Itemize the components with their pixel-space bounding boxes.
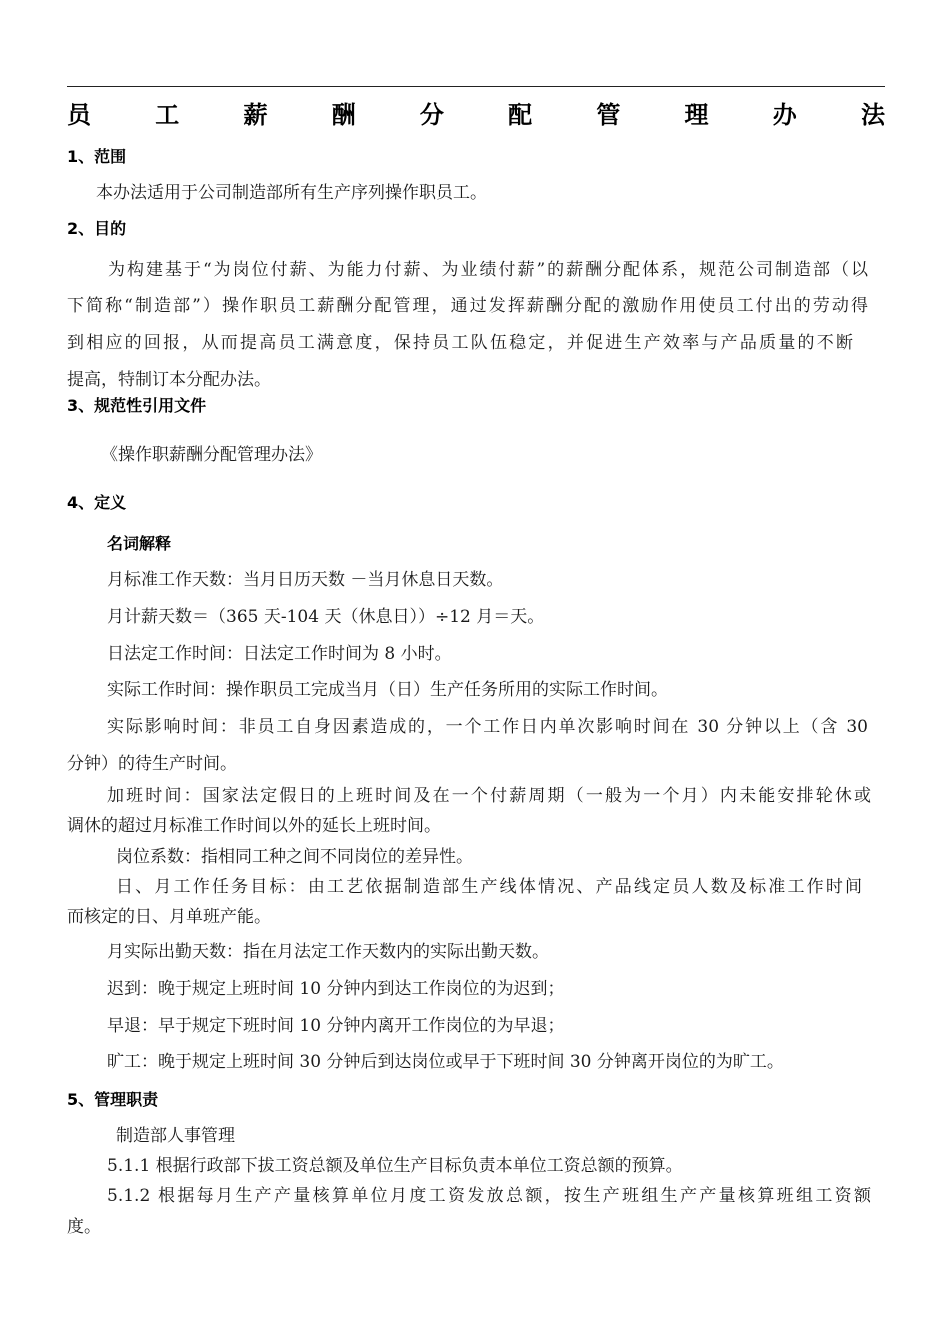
clause-5-1-2-line-2: 度。	[67, 1217, 101, 1237]
section-3-heading: 3、规范性引用文件	[67, 396, 207, 415]
definition-8-line-2: 而核定的日、月单班产能。	[67, 907, 271, 927]
title-char: 分	[419, 100, 444, 129]
definition-7: 岗位系数：指相同工种之间不同岗位的差异性。	[116, 847, 473, 867]
title-top-rule	[67, 86, 885, 87]
section-2-line-2: 下简称“制造部”）操作职员工薪酬分配管理，通过发挥薪酬分配的激励作用使员工付出的劳动得	[67, 296, 868, 316]
title-char: 理	[684, 100, 709, 129]
definition-8-line-1: 日、月工作任务目标：由工艺依据制造部生产线体情况、产品线定员人数及标准工作时间	[116, 877, 862, 897]
section-4-heading: 4、定义	[67, 493, 127, 512]
title-char: 办	[772, 100, 797, 129]
section-4-subheading: 名词解释	[107, 534, 172, 553]
definition-6-line-2: 调休的超过月标准工作时间以外的延长上班时间。	[67, 816, 441, 836]
definition-4: 实际工作时间：操作职员工完成当月（日）生产任务所用的实际工作时间。	[107, 680, 668, 700]
definition-6-line-1: 加班时间：国家法定假日的上班时间及在一个付薪周期（一般为一个月）内未能安排轮休或	[107, 786, 871, 806]
section-2-line-3: 到相应的回报，从而提高员工满意度，保持员工队伍稳定，并促进生产效率与产品质量的不断	[67, 333, 853, 353]
definition-10: 迟到：晚于规定上班时间 10 分钟内到达工作岗位的为迟到；	[107, 979, 565, 999]
section-1-heading: 1、范围	[67, 147, 127, 166]
definition-11: 早退：早于规定下班时间 10 分钟内离开工作岗位的为早退；	[107, 1016, 565, 1036]
definition-12: 旷工：晚于规定上班时间 30 分钟后到达岗位或早于下班时间 30 分钟离开岗位的为旷工。	[107, 1052, 784, 1072]
definition-2: 月计薪天数＝（365 天-104 天（休息日））÷12 月＝天。	[107, 607, 545, 627]
definition-9: 月实际出勤天数：指在月法定工作天数内的实际出勤天数。	[107, 942, 549, 962]
title-char: 管	[596, 100, 621, 129]
clause-5-1-1: 5.1.1 根据行政部下拔工资总额及单位生产目标负责本单位工资总额的预算。	[107, 1156, 683, 1176]
section-5-heading: 5、管理职责	[67, 1090, 159, 1109]
title-char: 员	[67, 100, 91, 129]
section-2-heading: 2、目的	[67, 219, 127, 238]
definition-1: 月标准工作天数：当月日历天数 －当月休息日天数。	[107, 570, 504, 590]
title-char: 配	[508, 100, 533, 129]
definition-5-line-2: 分钟）的待生产时间。	[67, 754, 237, 774]
section-2-line-1: 为构建基于“为岗位付薪、为能力付薪、为业绩付薪”的薪酬分配体系，规范公司制造部（以	[108, 260, 868, 280]
title-char: 薪	[243, 100, 268, 129]
document-title	[67, 92, 885, 132]
definition-5-line-1: 实际影响时间：非员工自身因素造成的，一个工作日内单次影响时间在 30 分钟以上（含 30	[107, 717, 868, 737]
section-3-text: 《操作职薪酬分配管理办法》	[101, 445, 322, 465]
title-char: 法	[860, 100, 885, 129]
section-5-subheading: 制造部人事管理	[116, 1126, 235, 1146]
clause-5-1-2-line-1: 5.1.2 根据每月生产产量核算单位月度工资发放总额，按生产班组生产产量核算班组工资额	[107, 1186, 871, 1206]
title-char: 工	[155, 100, 180, 129]
section-1-text: 本办法适用于公司制造部所有生产序列操作职员工。	[96, 183, 487, 203]
definition-3: 日法定工作时间：日法定工作时间为 8 小时。	[107, 644, 452, 664]
title-char: 酬	[331, 100, 356, 129]
section-2-line-4: 提高，特制订本分配办法。	[67, 370, 271, 390]
